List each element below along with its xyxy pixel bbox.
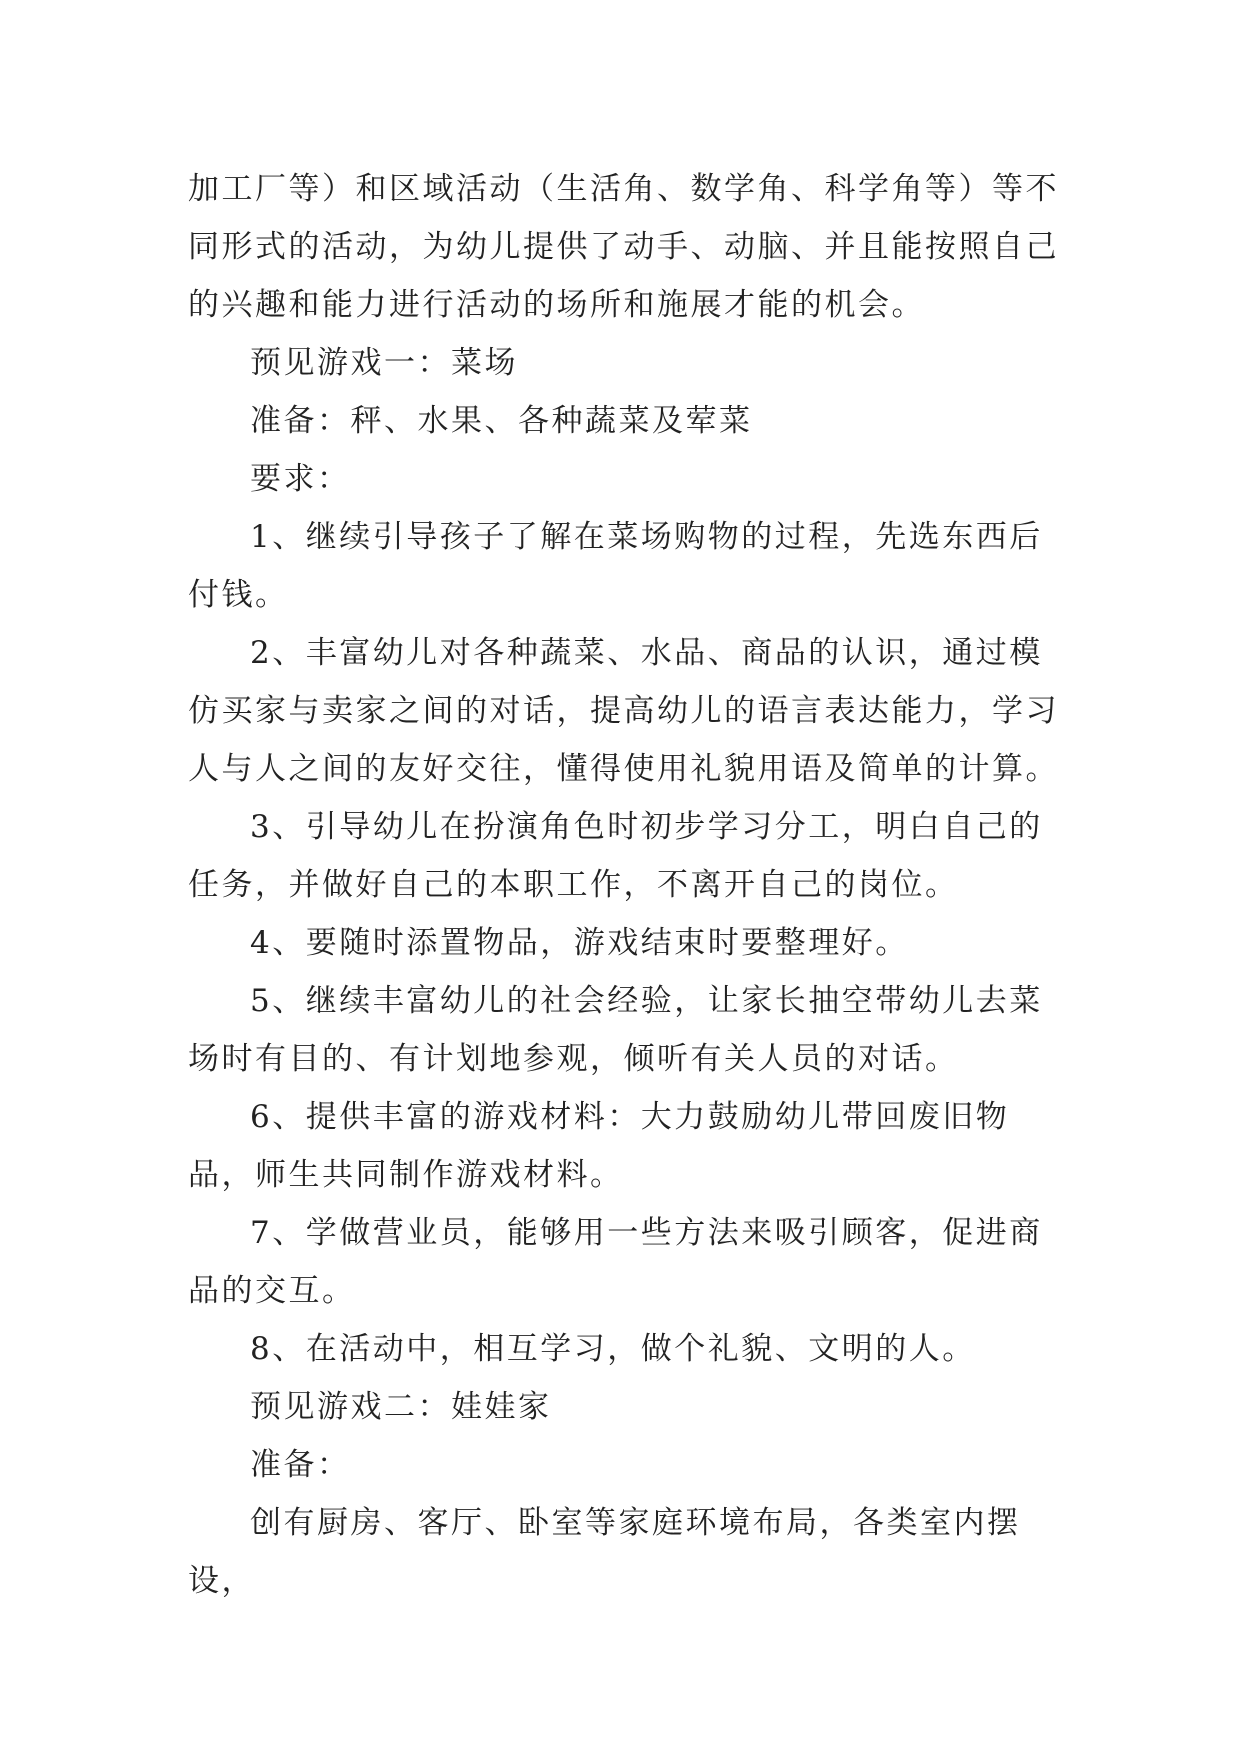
paragraph: 准备：: [250, 1447, 351, 1483]
section-heading-game-two: 预见游戏二：娃娃家: [250, 1389, 552, 1425]
list-item: 1、继续引导孩子了解在菜场购物的过程，先选东西后付钱。: [188, 519, 1043, 613]
paragraph: 要求：: [250, 461, 351, 497]
list-item: 6、提供丰富的游戏材料：大力鼓励幼儿带回废旧物品，师生共同制作游戏材料。: [188, 1099, 1010, 1193]
list-item: 3、引导幼儿在扮演角色时初步学习分工，明白自己的任务，并做好自己的本职工作，不离开自己的岗位。: [188, 809, 1043, 903]
list-item: 7、学做营业员，能够用一些方法来吸引顾客，促进商品的交互。: [188, 1215, 1043, 1309]
list-item: 5、继续丰富幼儿的社会经验，让家长抽空带幼儿去菜场时有目的、有计划地参观，倾听有关人员的对话。: [188, 983, 1043, 1077]
paragraph: 准备：秤、水果、各种蔬菜及荤菜: [250, 403, 753, 439]
section-heading-game-one: 预见游戏一：菜场: [250, 345, 518, 381]
list-item: 8、在活动中，相互学习，做个礼貌、文明的人。: [250, 1331, 976, 1367]
paragraph: 创有厨房、客厅、卧室等家庭环境布局，各类室内摆设，: [188, 1505, 1021, 1599]
list-item: 2、丰富幼儿对各种蔬菜、水品、商品的认识，通过模仿买家与卖家之间的对话，提高幼儿的语言表达能力，学习人与人之间的友好交往，懂得使用礼貌用语及简单的计算。: [188, 635, 1059, 787]
list-item: 4、要随时添置物品，游戏结束时要整理好。: [250, 925, 909, 961]
document-body: [188, 160, 1068, 1610]
paragraph: 加工厂等）和区域活动（生活角、数学角、科学角等）等不同形式的活动，为幼儿提供了动手、动脑、并且能按照自己的兴趣和能力进行活动的场所和施展才能的机会。: [188, 171, 1059, 323]
